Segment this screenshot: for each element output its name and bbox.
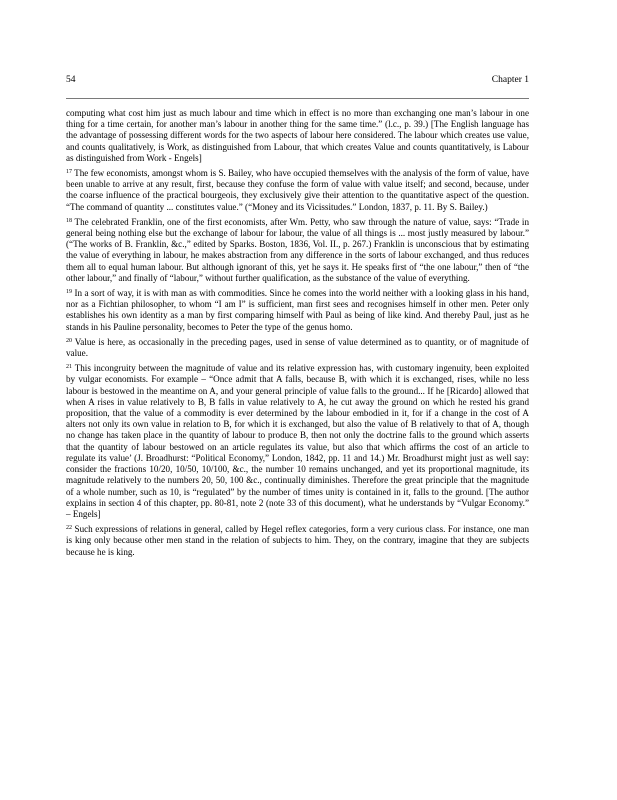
footnotes-body [66, 108, 529, 562]
footnote [66, 288, 529, 333]
footnote [66, 524, 529, 558]
footnote-number: 21 [66, 364, 72, 371]
footnote-text: In a sort of way, it is with man as with commodities. Since he comes into the world neither with a looking glass in his hand, nor as a Fichtian philosopher, to whom “I am I” is sufficient, man first sees and recognises himself in other men. Peter only establishes his own identity as a man by first comparing himself with Paul as being of like kind. And thereby Paul, just as he stands in his Pauline personality, becomes to Peter the type of the genus homo. [66, 288, 529, 332]
footnote [66, 363, 529, 520]
footnote-text: The celebrated Franklin, one of the first economists, after Wm. Petty, who saw through the nature of value, says: “Trade in general being nothing else but the exchange of labour for labour, the value of all things is ... most justly measured by labour.” (“The works of B. Franklin, &c.,” edited by Sparks. Boston, 1836, Vol. II., p. 267.) Franklin is unconscious that by estimating the value of everything in labour, he makes abstraction from any difference in the sorts of labour exchanged, and thus reduces them all to equal human labour. But although ignorant of this, yet he says it. He speaks first of “the one labour,” then of “the other labour,” and finally of “labour,” without further qualification, as the substance of the value of everything. [66, 216, 529, 283]
page-number: 54 [66, 75, 76, 85]
footnote [66, 337, 529, 359]
running-head: Chapter 1 [491, 75, 529, 85]
continued-footnote: computing what cost him just as much labour and time which in effect is no more than exchanging one man’s labour in one thing for a time certain, for another man’s labour in another thing for the same time.” (l.c., p. 39.) [The English language has the advantage of possessing different words for the two aspects of labour here considered. The labour which creates use value, and counts qualitatively, is Work, as distinguished from Labour, that which creates Value and counts quantitatively, is Labour as distinguished from Work - Engels] [66, 108, 529, 163]
footnote-number: 18 [66, 217, 72, 224]
footnote-text: Such expressions of relations in general, called by Hegel reflex categories, form a very curious class. For instance, one man is king only because other men stand in the relation of subjects to him. They, on the contrary, imagine that they are subjects because he is king. [66, 524, 529, 557]
page-header [66, 75, 529, 89]
footnote-number: 20 [66, 337, 72, 344]
footnote-number: 19 [66, 289, 72, 296]
footnote-number: 17 [66, 169, 72, 176]
footnote [66, 168, 529, 213]
footnote-text: This incongruity between the magnitude of value and its relative expression has, with customary ingenuity, been exploited by vulgar economists. For example – “Once admit that A falls, because B, with which it is exchanged, rises, while no less labour is bestowed in the meantime on A, and your general principle of value falls to the ground... If he [Ricardo] allowed that when A rises in value relatively to B, B falls in value relatively to A, he cut away the ground on which he rested his grand proposition, that the value of a commodity is ever determined by the labour embodied in it, for if a change in the cost of A alters not only its own value in relation to B, for which it is exchanged, but also the value of B relatively to that of A, though no change has taken place in the quantity of labour to produce B, then not only the doctrine falls to the ground which asserts that the quantity of labour bestowed on an article regulates its value, but also that which affirms the cost of an article to regulate its value’ (J. Broadhurst: “Political Economy,” London, 1842, pp. 11 and 14.) Mr. Broadhurst might just as well say: consider the fractions 10/20, 10/50, 10/100, &c., the number 10 remains unchanged, and yet its proportional magnitude, its magnitude relatively to the numbers 20, 50, 100 &c., continually diminishes. Therefore the great principle that the magnitude of a whole number, such as 10, is “regulated” by the number of times unity is contained in it, falls to the ground. [The author explains in section 4 of this chapter, pp. 80-81, note 2 (note 33 of this document), what he understands by “Vulgar Economy.” – Engels] [66, 363, 530, 519]
footnote-text: The few economists, amongst whom is S. Bailey, who have occupied themselves with the analysis of the form of value, have been unable to arrive at any result, first, because they confuse the form of value with value itself; and second, because, under the coarse influence of the practical bourgeois, they exclusively give their attention to the quantitative aspect of the question. “The command of quantity ... constitutes value.” (“Money and its Vicissitudes.” London, 1837, p. 11. By S. Bailey.) [66, 168, 530, 212]
header-rule [66, 98, 529, 99]
footnote-number: 22 [66, 525, 72, 532]
footnote [66, 217, 529, 284]
footnote-text: Value is here, as occasionally in the preceding pages, used in sense of value determined as to quantity, or of magnitude of value. [66, 336, 529, 359]
